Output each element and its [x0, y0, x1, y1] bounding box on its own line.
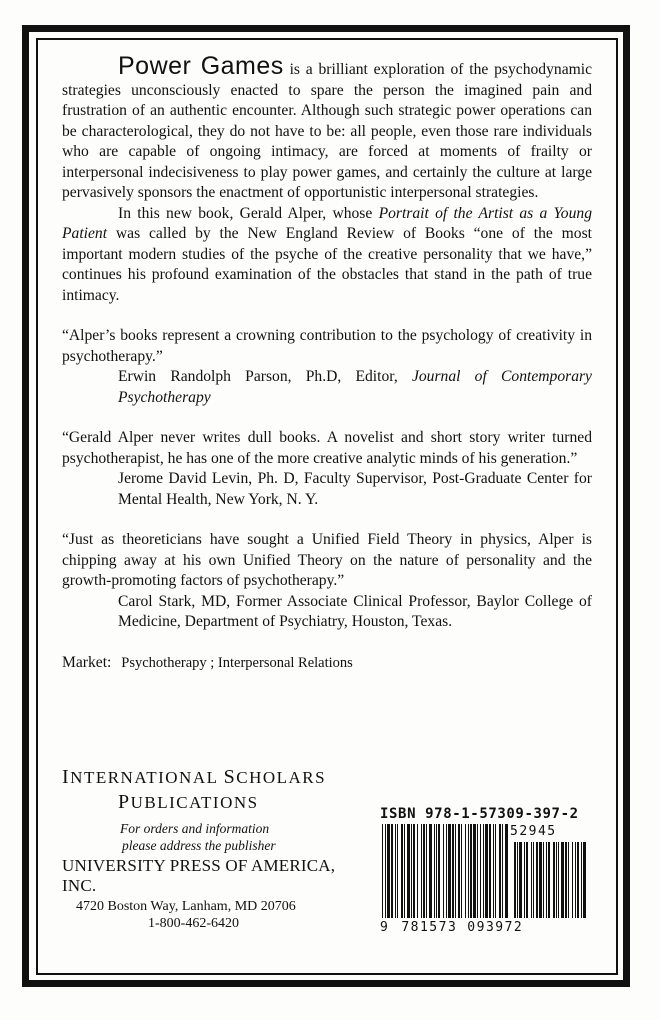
- reviewer-journal: Journal of Contemporary Psychotherapy: [118, 368, 592, 406]
- ean-right-digits: 093972: [467, 920, 524, 935]
- description-paragraph-1-text: is a brilliant exploration of the psychodynamic strategies unconsciously enacted to spare the person the imagined pain and frustration of an authentic encounter. Although such strategic power operations can be characterological, they do not have to be: all people, even those rare individuals who are capable of ongoing intimacy, are forced at moments of frailty or interpersonal indecisiveness to play power games, and certainly the culture at large pervasively sponsors the enactment of opportunistic interpersonal strategies.: [62, 61, 592, 201]
- description-paragraph-2-text-a: In this new book, Gerald Alper, whose: [118, 204, 379, 222]
- publisher-initial: I: [62, 766, 71, 788]
- publisher-name-line-2: [62, 791, 362, 814]
- review-quote-text: “Gerald Alper never writes dull books. A novelist and short story writer turned psychotherapist, he has one of the more creative analytic minds of his generation.”: [62, 429, 592, 467]
- distributor-name: UNIVERSITY PRESS OF AMERICA, INC.: [62, 856, 336, 895]
- barcode-ean-digits: [380, 920, 588, 935]
- barcode-addon-number: 52945: [510, 824, 557, 839]
- publisher-word: UBLICATIONS: [130, 793, 259, 812]
- review-quote-text: “Alper’s books represent a crowning contribution to the psychology of creativity in psychotherapy.”: [62, 327, 592, 365]
- market-value: Psychotherapy ; Interpersonal Relations: [121, 654, 353, 671]
- publisher-word: NTERNATIONAL: [70, 768, 224, 787]
- publisher-block: [62, 766, 362, 932]
- orders-note-line-2: please address the publisher: [122, 838, 276, 853]
- description-paragraph-1: [62, 52, 592, 204]
- publisher-initial: P: [118, 791, 131, 813]
- review-quote-text: “Just as theoreticians have sought a Unified Field Theory in physics, Alper is chipping away at his own Unified Theory on the nature of personality and the growth-promoting factors of psychotherapy.”: [62, 531, 592, 589]
- isbn-number: ISBN 978-1-57309-397-2: [380, 806, 579, 822]
- distributor-phone: 1-800-462-6420: [148, 916, 239, 931]
- reviewer-name: Erwin Randolph Parson, Ph.D, Editor,: [118, 368, 412, 385]
- review-attribution: [62, 367, 592, 408]
- review-attribution: Jerome David Levin, Ph. D, Faculty Supervisor, Post-Graduate Center for Mental Health, New York, N. Y.: [118, 470, 592, 508]
- description-paragraph-2: [62, 204, 592, 307]
- review-quote-2: [62, 428, 592, 510]
- orders-note: [62, 820, 362, 854]
- ean-lead-digit: 9: [380, 920, 390, 935]
- review-quote-1: [62, 326, 592, 408]
- ean-left-digits: 781573: [401, 920, 458, 935]
- description-paragraph-2-text-b: was called by the New England Review of Books “one of the most important modern studies of the psyche of the creative personality that we have,” continues his profound examination of the obstacles that stand in the path of true intimacy.: [62, 225, 592, 304]
- review-quote-3: [62, 530, 592, 633]
- cited-book-title: Portrait of the Artist as a Young Patient: [62, 204, 592, 242]
- back-cover-text: [62, 52, 592, 673]
- review-attribution: Carol Stark, MD, Former Associate Clinical Professor, Baylor College of Medicine, Department of Psychiatry, Houston, Texas.: [118, 592, 592, 630]
- barcode-area: [380, 824, 588, 935]
- market-label: Market:: [62, 653, 112, 671]
- distributor-address: 4720 Boston Way, Lanham, MD 20706: [76, 899, 296, 914]
- isbn-barcode: [380, 806, 588, 935]
- orders-note-line-1: For orders and information: [120, 821, 270, 836]
- publisher-name-line-1: [62, 766, 362, 789]
- publisher-initial: S: [223, 766, 237, 788]
- market-line: [62, 653, 592, 674]
- book-title: Power Games: [118, 52, 284, 80]
- publisher-word: CHOLARS: [236, 768, 327, 787]
